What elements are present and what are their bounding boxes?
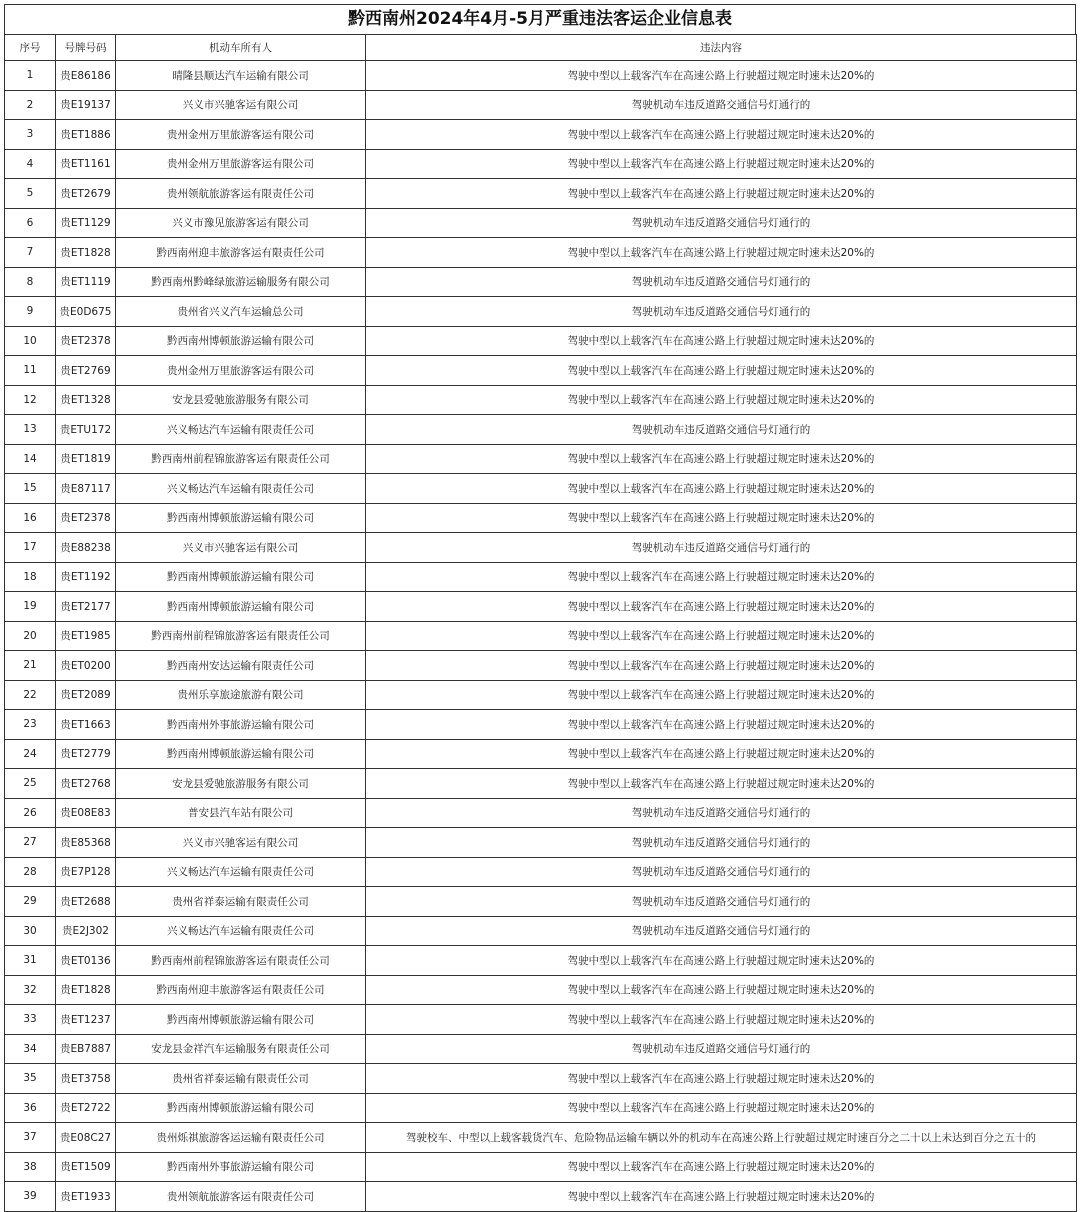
cell-plate: 贵ET2679: [56, 179, 116, 209]
cell-owner: 兴义畅达汽车运输有限责任公司: [116, 415, 366, 445]
cell-plate: 贵ET2378: [56, 326, 116, 356]
cell-seq: 12: [5, 385, 56, 415]
header-seq: 序号: [5, 35, 56, 61]
cell-violation: 驾驶中型以上载客汽车在高速公路上行驶超过规定时速未达20%的: [366, 621, 1077, 651]
cell-violation: 驾驶中型以上载客汽车在高速公路上行驶超过规定时速未达20%的: [366, 1182, 1077, 1212]
cell-violation: 驾驶中型以上载客汽车在高速公路上行驶超过规定时速未达20%的: [366, 149, 1077, 179]
cell-owner: 安龙县爱驰旅游服务有限公司: [116, 385, 366, 415]
table-row: [5, 562, 1077, 592]
table-row: [5, 61, 1077, 91]
table-row: [5, 120, 1077, 150]
cell-owner: 贵州金州万里旅游客运有限公司: [116, 120, 366, 150]
cell-seq: 25: [5, 769, 56, 799]
cell-seq: 32: [5, 975, 56, 1005]
cell-violation: 驾驶机动车违反道路交通信号灯通行的: [366, 887, 1077, 917]
cell-seq: 4: [5, 149, 56, 179]
table-row: [5, 444, 1077, 474]
table-row: [5, 474, 1077, 504]
cell-seq: 31: [5, 946, 56, 976]
cell-plate: 贵ET2089: [56, 680, 116, 710]
cell-seq: 15: [5, 474, 56, 504]
cell-violation: 驾驶机动车违反道路交通信号灯通行的: [366, 857, 1077, 887]
cell-owner: 晴隆县顺达汽车运输有限公司: [116, 61, 366, 91]
cell-plate: 贵E88238: [56, 533, 116, 563]
cell-violation: 驾驶中型以上载客汽车在高速公路上行驶超过规定时速未达20%的: [366, 769, 1077, 799]
table-row: [5, 975, 1077, 1005]
cell-owner: 贵州省祥泰运输有限责任公司: [116, 887, 366, 917]
table-row: [5, 592, 1077, 622]
cell-seq: 1: [5, 61, 56, 91]
cell-violation: 驾驶机动车违反道路交通信号灯通行的: [366, 798, 1077, 828]
table-row: [5, 326, 1077, 356]
table-row: [5, 90, 1077, 120]
cell-plate: 贵ET2769: [56, 356, 116, 386]
cell-seq: 7: [5, 238, 56, 268]
cell-owner: 黔西南州博顿旅游运输有限公司: [116, 739, 366, 769]
table-row: [5, 415, 1077, 445]
cell-seq: 29: [5, 887, 56, 917]
cell-plate: 贵ET1985: [56, 621, 116, 651]
table-row: [5, 946, 1077, 976]
cell-seq: 19: [5, 592, 56, 622]
cell-owner: 安龙县金祥汽车运输服务有限责任公司: [116, 1034, 366, 1064]
cell-owner: 黔西南州博顿旅游运输有限公司: [116, 1005, 366, 1035]
cell-violation: 驾驶机动车违反道路交通信号灯通行的: [366, 267, 1077, 297]
cell-owner: 黔西南州博顿旅游运输有限公司: [116, 1093, 366, 1123]
cell-plate: 贵ET2688: [56, 887, 116, 917]
cell-owner: 黔西南州迎丰旅游客运有限责任公司: [116, 238, 366, 268]
cell-seq: 22: [5, 680, 56, 710]
table-row: [5, 238, 1077, 268]
cell-violation: 驾驶中型以上载客汽车在高速公路上行驶超过规定时速未达20%的: [366, 385, 1077, 415]
table-row: [5, 857, 1077, 887]
cell-violation: 驾驶中型以上载客汽车在高速公路上行驶超过规定时速未达20%的: [366, 1152, 1077, 1182]
cell-violation: 驾驶中型以上载客汽车在高速公路上行驶超过规定时速未达20%的: [366, 356, 1077, 386]
table-row: [5, 739, 1077, 769]
cell-seq: 36: [5, 1093, 56, 1123]
cell-plate: 贵ET1819: [56, 444, 116, 474]
cell-owner: 兴义畅达汽车运输有限责任公司: [116, 916, 366, 946]
cell-seq: 17: [5, 533, 56, 563]
cell-seq: 9: [5, 297, 56, 327]
cell-owner: 黔西南州博顿旅游运输有限公司: [116, 592, 366, 622]
cell-violation: 驾驶中型以上载客汽车在高速公路上行驶超过规定时速未达20%的: [366, 680, 1077, 710]
cell-seq: 14: [5, 444, 56, 474]
cell-seq: 16: [5, 503, 56, 533]
cell-owner: 普安县汽车站有限公司: [116, 798, 366, 828]
cell-owner: 黔西南州前程锦旅游客运有限责任公司: [116, 444, 366, 474]
table-row: [5, 798, 1077, 828]
cell-violation: 驾驶中型以上载客汽车在高速公路上行驶超过规定时速未达20%的: [366, 503, 1077, 533]
cell-violation: 驾驶校车、中型以上载客载货汽车、危险物品运输车辆以外的机动车在高速公路上行驶超过规定时速百分之二十以上未达到百分之五十的: [366, 1123, 1077, 1153]
table-row: [5, 179, 1077, 209]
cell-owner: 贵州乐享旅途旅游有限公司: [116, 680, 366, 710]
cell-plate: 贵ET2779: [56, 739, 116, 769]
table-row: [5, 1123, 1077, 1153]
cell-owner: 黔西南州黔峰绿旅游运输服务有限公司: [116, 267, 366, 297]
cell-violation: 驾驶中型以上载客汽车在高速公路上行驶超过规定时速未达20%的: [366, 1064, 1077, 1094]
violation-table: [4, 34, 1077, 1212]
sheet-title: 黔西南州2024年4月-5月严重违法客运企业信息表: [4, 4, 1076, 34]
cell-plate: 贵ET1119: [56, 267, 116, 297]
cell-plate: 贵ET2722: [56, 1093, 116, 1123]
header-row: [5, 35, 1077, 61]
cell-owner: 贵州领航旅游客运有限责任公司: [116, 179, 366, 209]
header-owner: 机动车所有人: [116, 35, 366, 61]
table-row: [5, 828, 1077, 858]
cell-owner: 黔西南州安达运输有限责任公司: [116, 651, 366, 681]
table-row: [5, 769, 1077, 799]
table-row: [5, 149, 1077, 179]
cell-seq: 13: [5, 415, 56, 445]
table-row: [5, 267, 1077, 297]
cell-owner: 贵州烁祺旅游客运运输有限责任公司: [116, 1123, 366, 1153]
cell-seq: 18: [5, 562, 56, 592]
cell-owner: 黔西南州博顿旅游运输有限公司: [116, 562, 366, 592]
cell-violation: 驾驶中型以上载客汽车在高速公路上行驶超过规定时速未达20%的: [366, 1005, 1077, 1035]
cell-owner: 兴义畅达汽车运输有限责任公司: [116, 857, 366, 887]
cell-owner: 黔西南州博顿旅游运输有限公司: [116, 503, 366, 533]
table-row: [5, 916, 1077, 946]
cell-owner: 黔西南州迎丰旅游客运有限责任公司: [116, 975, 366, 1005]
cell-violation: 驾驶中型以上载客汽车在高速公路上行驶超过规定时速未达20%的: [366, 739, 1077, 769]
cell-violation: 驾驶机动车违反道路交通信号灯通行的: [366, 297, 1077, 327]
cell-owner: 黔西南州外事旅游运输有限公司: [116, 1152, 366, 1182]
cell-plate: 贵ET0200: [56, 651, 116, 681]
cell-plate: 贵EB7887: [56, 1034, 116, 1064]
cell-violation: 驾驶机动车违反道路交通信号灯通行的: [366, 90, 1077, 120]
table-row: [5, 385, 1077, 415]
cell-violation: 驾驶中型以上载客汽车在高速公路上行驶超过规定时速未达20%的: [366, 592, 1077, 622]
cell-seq: 5: [5, 179, 56, 209]
cell-seq: 21: [5, 651, 56, 681]
table-row: [5, 297, 1077, 327]
cell-plate: 贵E86186: [56, 61, 116, 91]
table-row: [5, 680, 1077, 710]
cell-plate: 贵E08E83: [56, 798, 116, 828]
header-violation: 违法内容: [366, 35, 1077, 61]
table-row: [5, 651, 1077, 681]
table-row: [5, 710, 1077, 740]
cell-seq: 35: [5, 1064, 56, 1094]
cell-owner: 兴义畅达汽车运输有限责任公司: [116, 474, 366, 504]
cell-owner: 兴义市兴驰客运有限公司: [116, 828, 366, 858]
cell-seq: 23: [5, 710, 56, 740]
cell-owner: 兴义市兴驰客运有限公司: [116, 90, 366, 120]
cell-violation: 驾驶机动车违反道路交通信号灯通行的: [366, 415, 1077, 445]
cell-owner: 黔西南州前程锦旅游客运有限责任公司: [116, 621, 366, 651]
table-row: [5, 356, 1077, 386]
cell-owner: 兴义市兴驰客运有限公司: [116, 533, 366, 563]
cell-seq: 27: [5, 828, 56, 858]
cell-owner: 贵州金州万里旅游客运有限公司: [116, 356, 366, 386]
cell-plate: 贵ET1828: [56, 975, 116, 1005]
cell-violation: 驾驶中型以上载客汽车在高速公路上行驶超过规定时速未达20%的: [366, 946, 1077, 976]
cell-seq: 30: [5, 916, 56, 946]
header-plate: 号牌号码: [56, 35, 116, 61]
cell-seq: 24: [5, 739, 56, 769]
cell-plate: 贵ET3758: [56, 1064, 116, 1094]
cell-owner: 贵州省兴义汽车运输总公司: [116, 297, 366, 327]
cell-violation: 驾驶机动车违反道路交通信号灯通行的: [366, 1034, 1077, 1064]
cell-owner: 黔西南州外事旅游运输有限公司: [116, 710, 366, 740]
cell-violation: 驾驶中型以上载客汽车在高速公路上行驶超过规定时速未达20%的: [366, 1093, 1077, 1123]
table-row: [5, 1064, 1077, 1094]
table-row: [5, 1182, 1077, 1212]
cell-seq: 34: [5, 1034, 56, 1064]
cell-plate: 贵E2J302: [56, 916, 116, 946]
cell-plate: 贵E85368: [56, 828, 116, 858]
table-row: [5, 1005, 1077, 1035]
cell-plate: 贵ET2768: [56, 769, 116, 799]
table-row: [5, 1093, 1077, 1123]
cell-plate: 贵ET1192: [56, 562, 116, 592]
cell-violation: 驾驶中型以上载客汽车在高速公路上行驶超过规定时速未达20%的: [366, 562, 1077, 592]
cell-violation: 驾驶中型以上载客汽车在高速公路上行驶超过规定时速未达20%的: [366, 651, 1077, 681]
cell-plate: 贵E0D675: [56, 297, 116, 327]
cell-seq: 37: [5, 1123, 56, 1153]
table-body: [5, 61, 1077, 1212]
table-row: [5, 1152, 1077, 1182]
cell-seq: 26: [5, 798, 56, 828]
cell-violation: 驾驶中型以上载客汽车在高速公路上行驶超过规定时速未达20%的: [366, 326, 1077, 356]
cell-seq: 2: [5, 90, 56, 120]
cell-seq: 28: [5, 857, 56, 887]
cell-violation: 驾驶机动车违反道路交通信号灯通行的: [366, 828, 1077, 858]
cell-plate: 贵ETU172: [56, 415, 116, 445]
cell-plate: 贵ET1828: [56, 238, 116, 268]
cell-plate: 贵ET1161: [56, 149, 116, 179]
cell-seq: 6: [5, 208, 56, 238]
cell-plate: 贵ET1237: [56, 1005, 116, 1035]
cell-owner: 兴义市豫见旅游客运有限公司: [116, 208, 366, 238]
cell-plate: 贵E87117: [56, 474, 116, 504]
cell-violation: 驾驶中型以上载客汽车在高速公路上行驶超过规定时速未达20%的: [366, 61, 1077, 91]
cell-owner: 贵州金州万里旅游客运有限公司: [116, 149, 366, 179]
table-row: [5, 1034, 1077, 1064]
cell-violation: 驾驶机动车违反道路交通信号灯通行的: [366, 533, 1077, 563]
cell-plate: 贵E7P128: [56, 857, 116, 887]
cell-plate: 贵ET1663: [56, 710, 116, 740]
table-row: [5, 533, 1077, 563]
cell-violation: 驾驶机动车违反道路交通信号灯通行的: [366, 916, 1077, 946]
cell-plate: 贵ET2177: [56, 592, 116, 622]
cell-seq: 10: [5, 326, 56, 356]
cell-plate: 贵ET1328: [56, 385, 116, 415]
cell-plate: 贵E19137: [56, 90, 116, 120]
cell-violation: 驾驶中型以上载客汽车在高速公路上行驶超过规定时速未达20%的: [366, 179, 1077, 209]
cell-plate: 贵ET1933: [56, 1182, 116, 1212]
cell-violation: 驾驶机动车违反道路交通信号灯通行的: [366, 208, 1077, 238]
cell-seq: 3: [5, 120, 56, 150]
cell-plate: 贵ET1129: [56, 208, 116, 238]
cell-violation: 驾驶中型以上载客汽车在高速公路上行驶超过规定时速未达20%的: [366, 975, 1077, 1005]
table-row: [5, 887, 1077, 917]
table-row: [5, 503, 1077, 533]
cell-seq: 8: [5, 267, 56, 297]
table-row: [5, 621, 1077, 651]
cell-owner: 黔西南州前程锦旅游客运有限责任公司: [116, 946, 366, 976]
cell-seq: 20: [5, 621, 56, 651]
cell-plate: 贵ET0136: [56, 946, 116, 976]
cell-owner: 黔西南州博顿旅游运输有限公司: [116, 326, 366, 356]
cell-plate: 贵ET1886: [56, 120, 116, 150]
table-row: [5, 208, 1077, 238]
cell-owner: 贵州省祥泰运输有限责任公司: [116, 1064, 366, 1094]
cell-violation: 驾驶中型以上载客汽车在高速公路上行驶超过规定时速未达20%的: [366, 474, 1077, 504]
cell-seq: 39: [5, 1182, 56, 1212]
cell-plate: 贵ET2378: [56, 503, 116, 533]
cell-owner: 安龙县爱驰旅游服务有限公司: [116, 769, 366, 799]
cell-violation: 驾驶中型以上载客汽车在高速公路上行驶超过规定时速未达20%的: [366, 238, 1077, 268]
cell-violation: 驾驶中型以上载客汽车在高速公路上行驶超过规定时速未达20%的: [366, 120, 1077, 150]
cell-seq: 38: [5, 1152, 56, 1182]
cell-owner: 贵州领航旅游客运有限责任公司: [116, 1182, 366, 1212]
violation-sheet: [4, 4, 1076, 1212]
cell-violation: 驾驶中型以上载客汽车在高速公路上行驶超过规定时速未达20%的: [366, 710, 1077, 740]
cell-plate: 贵ET1509: [56, 1152, 116, 1182]
cell-plate: 贵E08C27: [56, 1123, 116, 1153]
cell-seq: 33: [5, 1005, 56, 1035]
cell-seq: 11: [5, 356, 56, 386]
cell-violation: 驾驶中型以上载客汽车在高速公路上行驶超过规定时速未达20%的: [366, 444, 1077, 474]
